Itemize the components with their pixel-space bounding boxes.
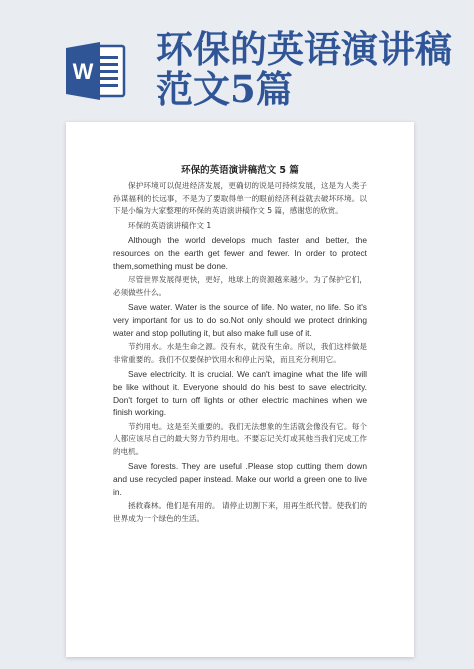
- paragraph-en-4: Save forests. They are useful .Please stop cutting them down and use recycled paper instead. Make our world a green one to live in.: [113, 461, 367, 497]
- essay-heading: 环保的英语演讲稿作文 1: [128, 220, 212, 230]
- banner-title-line-2: 范文5篇: [156, 67, 293, 111]
- paragraph-zh-3: 节约用电。这是至关重要的。我们无法想象的生活就会像没有它。每个人都应该尽自己的最大努力节约用电。不要忘记关灯或其他当我们完成工作的电机。: [113, 421, 367, 456]
- document-body: [113, 180, 367, 527]
- paragraph-en-2: Save water. Water is the source of life. No water, no life. So it's very important for us to do so.Not only should we protect drinking water and stop polluting it, but also make full use of it.: [113, 302, 367, 338]
- paragraph-zh-1: 尽管世界发展得更快，更好，地球上的资源越来越少。为了保护它们，必须做些什么。: [113, 275, 367, 297]
- paragraph-zh-4: 拯救森林。他们是有用的。 请停止切割下来，用再生纸代替。使我们的世界成为一个绿色的生活。: [113, 501, 367, 523]
- document-title: 环保的英语演讲稿范文 5 篇: [181, 165, 299, 176]
- paragraph-en-3: Save electricity. It is crucial. We can't imagine what the life will be like without it. Everyone should do his best to save electricity. Don't forget to turn off lights or other electric machines when we finish working.: [113, 369, 367, 418]
- word-document-icon: [62, 38, 128, 104]
- intro-paragraph: 保护环境可以促进经济发展，更确切的说是可持续发展，这是为人类子孙谋福利的长远事，不是为了要取得单一的眼前经济利益就去破坏环境。以下是小编为大家整理的环保的英语演讲稿作文 5 篇，感谢您的欣赏。: [113, 181, 367, 216]
- banner-title-line-1: 环保的英语演讲稿: [156, 27, 452, 71]
- paragraph-en-1: Although the world develops much faster and better, the resources on the earth get fewer and fewer. In order to protect them,something must be done.: [113, 235, 367, 271]
- paragraph-zh-2: 节约用水。水是生命之源。没有水，就没有生命。所以，我们这样做是非常重要的。我们不仅要保护饮用水和停止污染，而且充分利用它。: [113, 342, 367, 364]
- banner: [0, 0, 474, 128]
- word-logo-letter: W: [72, 59, 94, 84]
- document-page: [66, 122, 414, 657]
